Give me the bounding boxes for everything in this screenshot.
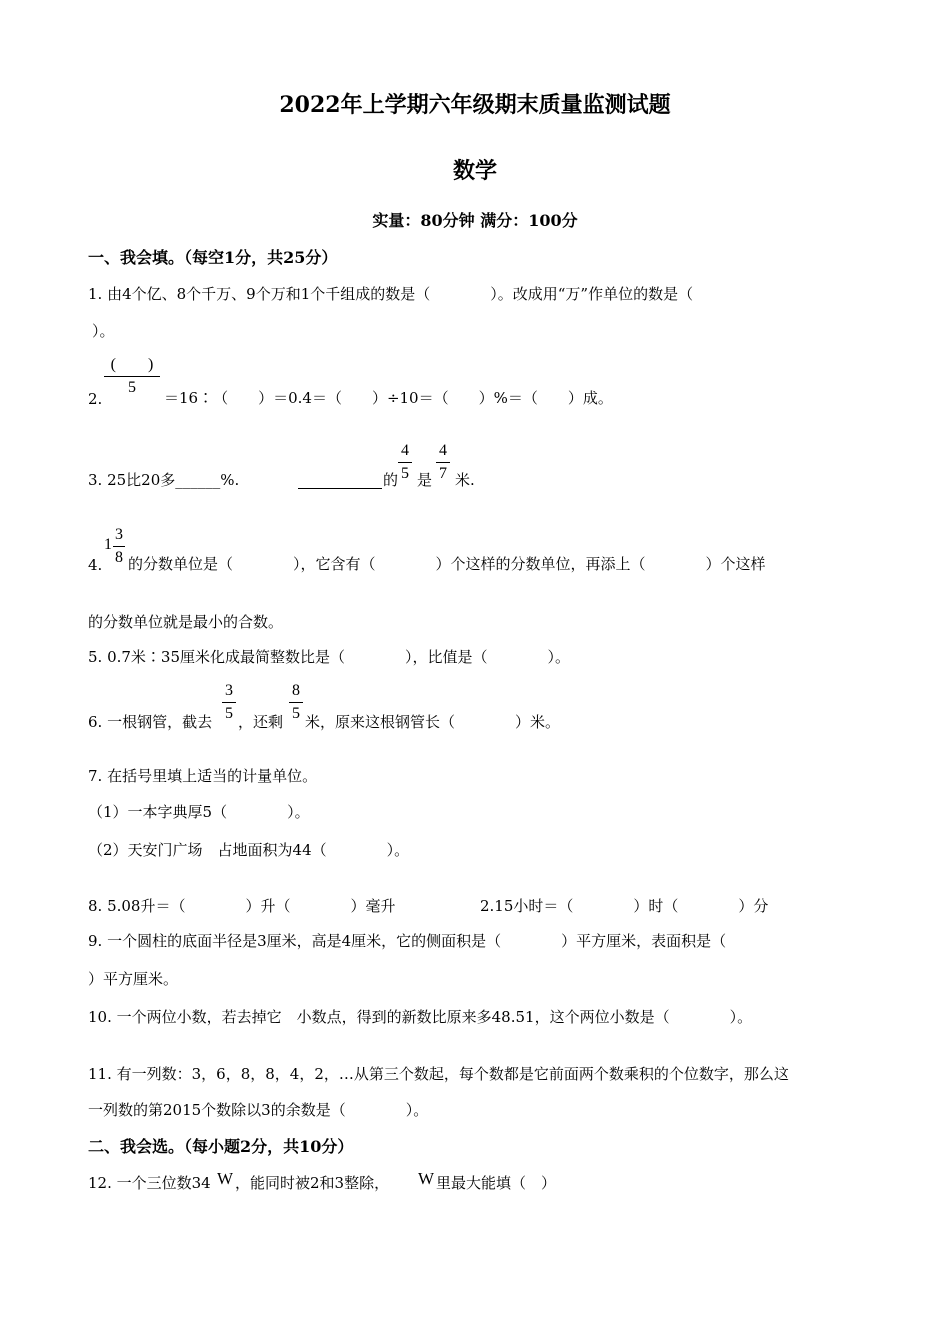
q2-fraction (104, 357, 160, 396)
section1-heading: 一、我会填。（每空1分，共25分） (88, 248, 338, 267)
q12-part1: 12. 一个三位数34 (88, 1174, 211, 1192)
q6-part3: 米，原来这根钢管长（ ）米。 (305, 713, 561, 731)
q2-text: ＝16∶（ ）＝0.4＝（ ）÷10＝（ ）%＝（ ）成。 (164, 389, 613, 407)
q6-fraction-2-numerator: 8 (292, 682, 300, 699)
q3-fraction-1 (398, 443, 412, 482)
section2-heading: 二、我会选。（每小题2分，共10分） (88, 1137, 354, 1156)
fraction-bar (289, 702, 303, 703)
q4-fraction-denominator: 8 (115, 549, 123, 566)
q12-part3: 里最大能填（ ） (436, 1174, 557, 1192)
q3-answer-blank (298, 488, 382, 489)
q7-sub2: （2）天安门广场 占地面积为44（ ）。 (88, 841, 410, 859)
q3-fraction-2-denominator: 7 (439, 465, 447, 482)
q6-fraction-1-denominator: 5 (225, 705, 233, 722)
fraction-bar (104, 376, 160, 377)
fraction-bar (436, 462, 450, 463)
q4-fraction (113, 527, 125, 566)
q7-sub1: （1）一本字典厚5（ ）。 (88, 803, 310, 821)
q3-part4: 米. (455, 471, 475, 489)
q6-part1: 6. 一根钢管，截去 (88, 713, 213, 731)
q12-part2: ，能同时被2和3整除， (235, 1174, 390, 1192)
q3-part1: 3. 25比20多______%. (88, 471, 240, 489)
q4-prefix: 4. (88, 556, 103, 574)
q4-text: 的分数单位是（ ），它含有（ ）个这样的分数单位，再添上（ ）个这样 (128, 555, 766, 573)
q3-fraction-2-numerator: 4 (439, 442, 447, 459)
q3-fraction-1-numerator: 4 (401, 442, 409, 459)
q11-line1: 11. 有一列数：3，6，8，8，4，2，…从第三个数起，每个数都是它前面两个数乘积的个位数字，那么这 (88, 1065, 789, 1083)
q3-part2: 的 (383, 471, 399, 489)
q9-line2: ）平方厘米。 (88, 970, 179, 988)
q3-fraction-2 (436, 443, 450, 482)
q8-part1: 8. 5.08升＝（ ）升（ ）毫升 (88, 897, 396, 915)
q6-fraction-2 (289, 683, 303, 722)
q6-fraction-2-denominator: 5 (292, 705, 300, 722)
q1-line1: 1. 由4个亿、8个千万、9个万和1个千组成的数是（ ）。改成用“万”作单位的数是（ (88, 285, 694, 303)
q10-text: 10. 一个两位小数，若去掉它 小数点，得到的新数比原来多48.51，这个两位小数是（ ）。 (88, 1008, 753, 1026)
fraction-bar (113, 546, 125, 547)
q4-fraction-numerator: 3 (115, 526, 123, 543)
q2-fraction-denominator: 5 (128, 379, 136, 396)
q11-line2: 一列数的第2015个数除以3的余数是（ ）。 (88, 1101, 429, 1119)
q3-part3: 是 (417, 471, 433, 489)
exam-info: 实量：80分钟 满分：100分 (372, 211, 578, 230)
q4-whole-number: 1 (104, 536, 112, 553)
q8-part2: 2.15小时＝（ ）时（ ）分 (480, 897, 769, 915)
fraction-bar (222, 702, 236, 703)
q2-fraction-numerator: ( ) (110, 356, 154, 373)
q9-line1: 9. 一个圆柱的底面半径是3厘米，高是4厘米，它的侧面积是（ ）平方厘米，表面积是（ (88, 932, 727, 950)
q12-symbol-2: W (418, 1169, 435, 1188)
q4-line2: 的分数单位就是最小的合数。 (88, 613, 284, 631)
fraction-bar (398, 462, 412, 463)
q6-fraction-1-numerator: 3 (225, 682, 233, 699)
q5-text: 5. 0.7米∶35厘米化成最简整数比是（ ），比值是（ ）。 (88, 648, 571, 666)
q1-line2: ）。 (92, 322, 115, 340)
q6-part2: ，还剩 (238, 713, 284, 731)
exam-title: 2022年上学期六年级期末质量监测试题 (279, 92, 671, 118)
q7-stem: 7. 在括号里填上适当的计量单位。 (88, 767, 318, 785)
q12-symbol-1: W (217, 1169, 234, 1188)
q3-fraction-1-denominator: 5 (401, 465, 409, 482)
q2-prefix: 2. (88, 390, 103, 408)
q6-fraction-1 (222, 683, 236, 722)
subject-title: 数学 (452, 158, 497, 184)
